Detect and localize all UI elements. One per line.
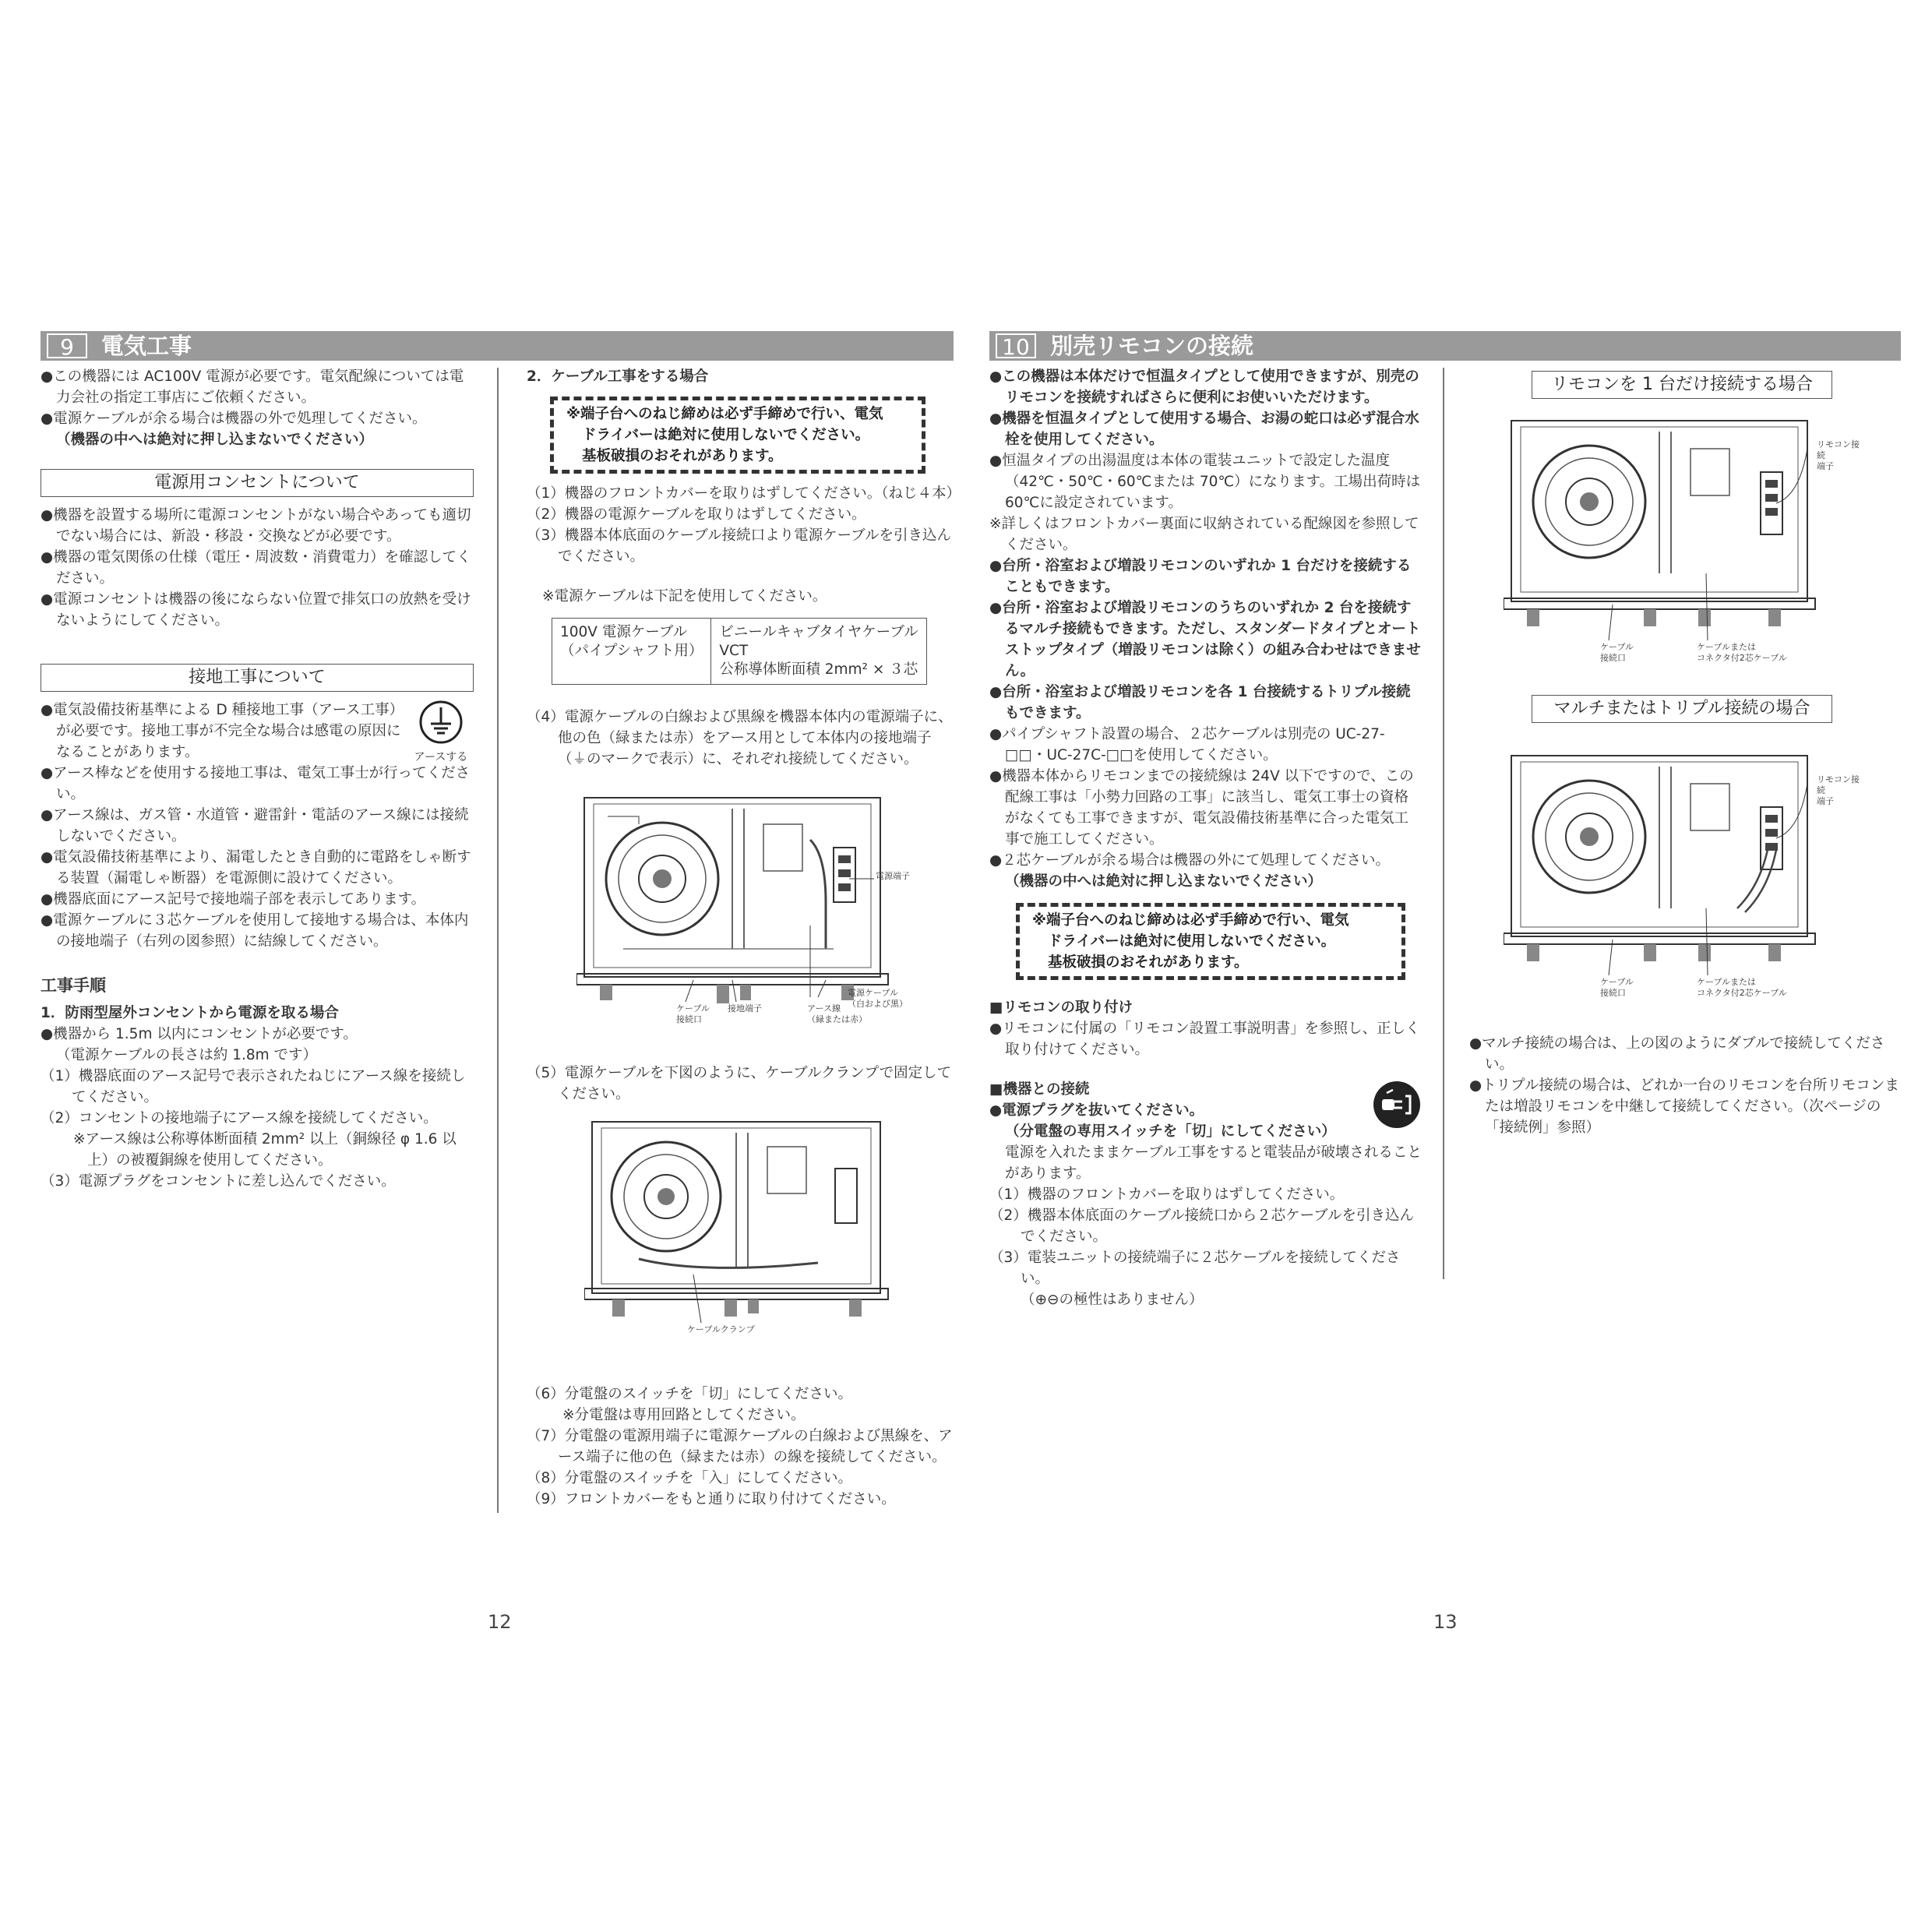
outlet-item: ●電源コンセントは機器の後にならない位置で排気口の放熱を受けないようにしてください。 (41, 591, 471, 629)
column-divider (497, 368, 499, 1513)
label-line: アース線 (807, 1003, 841, 1014)
section-number: 10 (996, 333, 1036, 358)
mount-text: ●リモコンに付属の「リモコン設置工事説明書」を参照し、正しく取り付けてください。 (989, 1021, 1420, 1058)
label-earth-wire (807, 1003, 867, 1025)
outlet-item: ●機器の電気関係の仕様（電圧・周波数・消費電力）を確認してください。 (41, 549, 471, 587)
intro-line: （機器の中へは絶対に押し込まないでください） (56, 432, 374, 448)
label-power-terminal: 電源端子 (876, 871, 910, 881)
fig-cable-clamp (584, 1119, 911, 1352)
case2-step: （6）分電盤のスイッチを「切」にしてください。 (527, 1386, 853, 1402)
label-line: リモコン接続 (1817, 439, 1860, 460)
appliance-interior-illustration (584, 1119, 911, 1352)
ground-item: ●電気設備技術基準により、漏電したとき自動的に電路をしゃ断する装置（漏電しゃ断器）を電源側に設けてください。 (41, 849, 471, 887)
case2-step: （2）機器の電源ケーブルを取りはずしてください。 (527, 506, 866, 523)
connect-title: ■機器との接続 (989, 1081, 1090, 1098)
label-remote-terminal (1817, 774, 1862, 807)
fig-single-remote (1504, 418, 1862, 675)
cable-note: ※電源ケーブルは下記を使用してください。 (542, 588, 827, 605)
section-9-header (41, 331, 954, 361)
sec10-item: ●台所・浴室および増設リモコンのうちのいずれか 2 台を接続するマルチ接続もできます。ただし、スタンダードタイプとオートストップタイプ（増設リモコンは除く）の組み合わせはできません。 (989, 600, 1421, 679)
label-line: 接続口 (1600, 653, 1626, 663)
appliance-interior-illustration (1504, 753, 1862, 1010)
outlet-title: 電源用コンセントについて (41, 469, 474, 497)
sec10-warning-box (1016, 903, 1405, 980)
fig-power-terminal (576, 793, 911, 1027)
cable-spec-table (552, 618, 927, 685)
label-cable-clamp: ケーブルクランプ (687, 1324, 755, 1334)
label-two-core-cable (1697, 977, 1787, 999)
label-line: （白および黒） (848, 999, 908, 1009)
page-number-right: 13 (1433, 1611, 1458, 1633)
single-remote-title: リモコンを 1 台だけ接続する場合 (1532, 371, 1832, 399)
connect-plug-note: （分電盤の専用スイッチを「切」にしてください） (1005, 1123, 1336, 1140)
label-line: コネクタ付2芯ケーブル (1697, 653, 1787, 663)
section-title: 別売リモコンの接続 (1050, 333, 1254, 359)
sec9-column-2b (527, 1063, 955, 1105)
label-line: 電源ケーブル (848, 988, 899, 998)
connection-note: ●トリプル接続の場合は、どれか一台のリモコンを台所リモコンまたは増設リモコンを中継して接続してください。（次ページの「接続例」参照） (1469, 1077, 1899, 1136)
sec9-column-1 (41, 366, 474, 1192)
column-divider (1443, 368, 1444, 1279)
ground-item: ●機器底面にアース記号で接地端子部を表示してあります。 (41, 891, 426, 908)
earth-ground-icon (418, 700, 464, 745)
table-cell-left (552, 619, 711, 685)
sec10-item: ●機器を恒温タイプとして使用する場合、お湯の蛇口は必ず混合水栓を使用してください。 (989, 411, 1419, 448)
sec10-item: ※詳しくはフロントカバー裏面に収納されている配線図を参照してください。 (989, 516, 1419, 553)
mount-title: ■リモコンの取り付け (989, 999, 1133, 1016)
connect-step: （2）機器本体底面のケーブル接続口から２芯ケーブルを引き込んでください。 (989, 1208, 1414, 1245)
warning-line: ※端子台へのねじ締めは必ず手締めで行い、電気 (1032, 912, 1349, 929)
case1-step: （1）機器底面のアース記号で表示されたねじにアース線を接続してください。 (41, 1068, 466, 1105)
cell-line: VCT (719, 643, 749, 659)
case2-step: （9）フロントカバーをもと通りに取り付けてください。 (527, 1491, 896, 1507)
label-line: 端子 (1817, 796, 1834, 806)
case1-line: ●機器から 1.5m 以内にコンセントが必要です。 (41, 1026, 358, 1042)
multi-remote-title: マルチまたはトリプル接続の場合 (1532, 695, 1832, 723)
label-line: ケーブルまたは (1697, 642, 1757, 652)
label-line: ケーブル (1600, 642, 1634, 652)
label-line: ケーブル (1600, 977, 1634, 987)
label-cable-inlet (676, 1003, 710, 1025)
label-line: 接続口 (676, 1014, 702, 1024)
connect-step: （⊕⊖の極性はありません） (1021, 1292, 1204, 1308)
appliance-interior-illustration (1504, 418, 1862, 675)
sec10-item: ●この機器は本体だけで恒温タイプとして使用できますが、別売のリモコンを接続すればさらに便利にお使いいただけます。 (989, 368, 1419, 406)
connect-step: （3）電装ユニットの接続端子に２芯ケーブルを接続してください。 (989, 1250, 1401, 1287)
outlet-item: ●機器を設置する場所に電源コンセントがない場合やあっても適切でない場合には、新設・移設・交換などが必要です。 (41, 507, 471, 545)
case2-note: ※分電盤は専用回路としてください。 (562, 1407, 806, 1423)
case2-step: （3）機器本体底面のケーブル接続口より電源ケーブルを引き込んでください。 (527, 527, 951, 565)
ground-icon-label: アースする (414, 751, 468, 763)
case2-step: （8）分電盤のスイッチを「入」にしてください。 (527, 1470, 853, 1486)
ground-item: ●アース線は、ガス管・水道管・避雷針・電話のアース線には接続しないでください。 (41, 807, 469, 844)
page-number-left: 12 (488, 1611, 512, 1633)
cell-line: （パイプシャフト用） (560, 643, 703, 659)
sec10-column-2-notes (1469, 1033, 1902, 1138)
fig-multi-remote (1504, 753, 1862, 1010)
label-cable-inlet (1600, 977, 1634, 999)
section-title: 電気工事 (101, 333, 192, 359)
sec10-item: ●パイプシャフト設置の場合、２芯ケーブルは別売の UC-27-□□・UC-27C-□□を使用してください。 (989, 726, 1385, 763)
connect-text: 電源を入れたままケーブル工事をすると電装品が破壊されることがあります。 (1005, 1144, 1422, 1182)
label-cable-inlet (1600, 642, 1634, 664)
sec10-item: ●２芯ケーブルが余る場合は機器の外にて処理してください。 (989, 852, 1390, 869)
label-line: 接続口 (1600, 988, 1626, 998)
case1-step: （2）コンセントの接地端子にアース線を接続してください。 (41, 1110, 438, 1126)
label-two-core-cable (1697, 642, 1787, 664)
cell-line: 100V 電源ケーブル (560, 624, 688, 640)
sec10-item: ●台所・浴室および増設リモコンのいずれか 1 台だけを接続することもできます。 (989, 558, 1412, 595)
case1-title: 1．防雨型屋外コンセントから電源を取る場合 (41, 1005, 339, 1021)
intro-line: ●この機器には AC100V 電源が必要です。電気配線については電力会社の指定工事店にご依頼ください。 (41, 368, 464, 406)
section-10-header (989, 331, 1901, 361)
warning-line: ドライバーは絶対に使用しないでください。 (1048, 933, 1336, 950)
connect-step: （1）機器のフロントカバーを取りはずしてください。 (989, 1186, 1345, 1203)
table-cell-right (711, 619, 926, 685)
case2-step: （1）機器のフロントカバーを取りはずしてください。（ねじ４本） (527, 485, 961, 502)
sec10-item: ●恒温タイプの出湯温度は本体の電装ユニットで設定した温度（42℃・50℃・60℃または 70℃）になります。工場出荷時は 60℃に設定されています。 (989, 453, 1421, 511)
cell-line: ビニールキャブタイヤケーブル (719, 624, 918, 640)
unplug-icon (1371, 1079, 1423, 1130)
ground-item: ●電源ケーブルに３芯ケーブルを使用して接地する場合は、本体内の接地端子（右列の図参照）に結線してください。 (41, 912, 469, 950)
procedure-title: 工事手順 (41, 976, 106, 995)
connect-plug: ●電源プラグを抜いてください。 (989, 1102, 1204, 1119)
case2-warning-box (550, 397, 925, 474)
label-line: （緑または赤） (807, 1014, 867, 1024)
label-line: コネクタ付2芯ケーブル (1697, 988, 1787, 998)
label-line: リモコン接続 (1817, 774, 1860, 795)
ground-icon-block (408, 700, 474, 763)
ground-item: ●電気設備技術基準による D 種接地工事（アース工事）が必要です。接地工事が不完全な場合は感電の原因になることがあります。 (41, 702, 404, 760)
ground-item: ●アース棒などを使用する接地工事は、電気工事士が行ってください。 (41, 765, 471, 802)
label-line: 端子 (1817, 461, 1834, 471)
case2-step: （7）分電盤の電源用端子に電源ケーブルの白線および黒線を、アース端子に他の色（緑または赤）の線を接続してください。 (527, 1428, 953, 1465)
section-number: 9 (47, 333, 87, 358)
label-remote-terminal (1817, 439, 1862, 472)
case2-title: 2．ケーブル工事をする場合 (527, 368, 709, 385)
sec10-item: （機器の中へは絶対に押し込まないでください） (1005, 873, 1323, 890)
warning-line: 基板破損のおそれがあります。 (582, 448, 783, 464)
sec10-item: ●機器本体からリモコンまでの接続線は 24V 以下ですので、この配線工事は「小勢力回路の工事」に該当し、電気工事士の資格がなくても工事できますが、電気設備技術基準に合った電気工事で施工してください。 (989, 768, 1414, 848)
label-ground-terminal: 接地端子 (728, 1003, 762, 1014)
ground-title: 接地工事について (41, 664, 474, 692)
case1-line: （電源ケーブルの長さは約 1.8m です） (56, 1047, 318, 1063)
case2-step: （5）電源ケーブルを下図のように、ケーブルクランプで固定してください。 (527, 1065, 952, 1102)
sec10-column-1 (989, 366, 1423, 1310)
label-line: ケーブルまたは (1697, 977, 1757, 987)
sec9-column-2 (527, 366, 961, 770)
warning-line: ドライバーは絶対に使用しないでください。 (582, 427, 870, 443)
warning-line: 基板破損のおそれがあります。 (1048, 954, 1249, 971)
cell-line: 公称導体断面積 2mm² × ３芯 (719, 661, 918, 678)
connection-note: ●マルチ接続の場合は、上の図のようにダブルで接続してください。 (1469, 1035, 1885, 1073)
sec10-item: ●台所・浴室および増設リモコンを各 1 台接続するトリプル接続もできます。 (989, 684, 1411, 721)
case1-note: ※アース線は公称導体断面積 2mm² 以上（銅線径 φ 1.6 以上）の被覆銅線を使用してください。 (73, 1131, 457, 1169)
sec9-column-2c (527, 1384, 963, 1510)
case1-step: （3）電源プラグをコンセントに差し込んでください。 (41, 1173, 396, 1190)
label-line: ケーブル (676, 1003, 710, 1014)
intro-line: ●電源ケーブルが余る場合は機器の外で処理してください。 (41, 411, 427, 427)
warning-line: ※端子台へのねじ締めは必ず手締めで行い、電気 (566, 406, 883, 422)
case2-step: （4）電源ケーブルの白線および黒線を機器本体内の電源端子に、他の色（緑または赤）をアース用として本体内の接地端子（⏚のマークで表示）に、それぞれ接続してください。 (527, 709, 953, 767)
